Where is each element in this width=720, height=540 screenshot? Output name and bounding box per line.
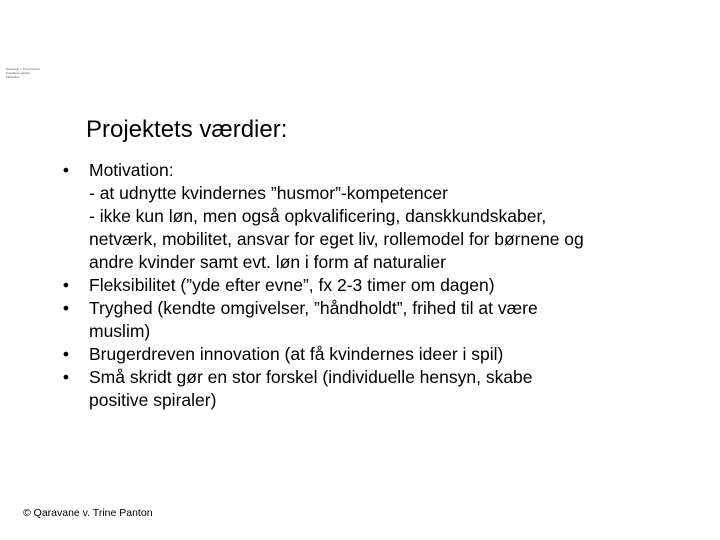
bullet-point-icon: • (62, 367, 70, 387)
bullet-item-brugerdreven (60, 343, 680, 366)
bullet-subtext: netværk, mobilitet, ansvar for eget liv, rollemodel for børnene og (89, 229, 584, 249)
bullet-text: muslim) (89, 321, 151, 341)
bullet-item-fleksibilitet (60, 274, 680, 297)
slide-title: Projektets værdier: (86, 116, 288, 143)
logo-caption (6, 67, 68, 79)
bullet-text: Tryghed (kendte omgivelser, ”håndholdt”, frihed til at være (89, 298, 538, 318)
bullet-point-icon: • (62, 298, 70, 318)
bullet-text: positive spiraler) (89, 390, 217, 410)
footer-copyright: © Qaravane v. Trine Panton (23, 507, 153, 519)
bullet-list (60, 159, 680, 412)
bullet-item-tryghed (60, 297, 680, 343)
bullet-text: Motivation: (89, 160, 174, 180)
bullet-item-smaa-skridt (60, 366, 680, 412)
bullet-point-icon: • (62, 344, 70, 364)
logo-caption-line: Qaravane v. Trine Panton (6, 67, 40, 71)
bullet-text: Brugerdreven innovation (at få kvindernes ideer i spil) (89, 344, 504, 364)
bullet-point-icon: • (62, 160, 70, 180)
bullet-subtext: - ikke kun løn, men også opkvalificering, danskkundskaber, (89, 206, 547, 226)
bullet-text: Små skridt gør en stor forskel (individuelle hensyn, skabe (89, 367, 533, 387)
bullet-point-icon: • (62, 275, 70, 295)
bullet-subtext: andre kvinder samt evt. løn i form af naturalier (89, 252, 446, 272)
logo-caption-line: Motivation (6, 75, 20, 79)
bullet-subtext: - at udnytte kvindernes ”husmor”-kompetencer (89, 183, 448, 203)
bullet-item-motivation (60, 159, 680, 274)
logo-caption-line: Projektets værdier (6, 71, 31, 75)
bullet-text: Fleksibilitet (”yde efter evne”, fx 2-3 timer om dagen) (89, 275, 495, 295)
